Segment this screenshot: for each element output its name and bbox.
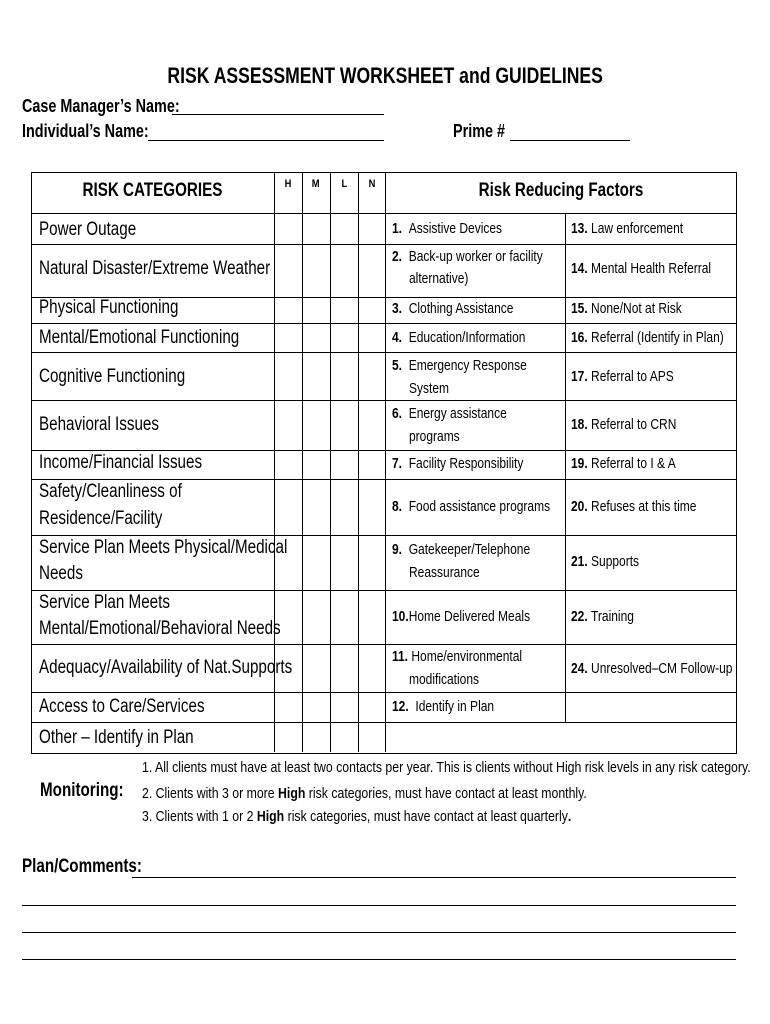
prime-label: Prime # [453, 121, 506, 141]
factor-item: 10.Home Delivered Meals [392, 608, 531, 625]
factor-item: 16. Referral (Identify in Plan) [571, 329, 724, 346]
case-manager-name-field[interactable] [172, 114, 384, 115]
factor-item: 11. Home/environmental [392, 648, 523, 665]
factor-item: 21. Supports [571, 553, 640, 570]
individual-name-field[interactable] [148, 140, 384, 141]
factor-item: System [409, 380, 450, 397]
category-label: Needs [39, 563, 83, 584]
factor-item: Reassurance [409, 564, 480, 581]
category-label: Service Plan Meets [39, 592, 170, 613]
factor-item: 1. Assistive Devices [392, 220, 503, 237]
category-label: Natural Disaster/Extreme Weather [39, 258, 271, 279]
category-label: Behavioral Issues [39, 414, 159, 435]
category-label: Access to Care/Services [39, 696, 205, 717]
level-n-header: N [368, 178, 376, 190]
category-label: Income/Financial Issues [39, 452, 203, 473]
monitoring-rule-3: 3. Clients with 1 or 2 High risk categories, must have contact at least quarterly. [142, 808, 572, 825]
category-label: Cognitive Functioning [39, 366, 186, 387]
factor-item: 20. Refuses at this time [571, 498, 697, 515]
plan-comments-line-3[interactable] [22, 932, 736, 933]
factor-item: 9. Gatekeeper/Telephone [392, 541, 531, 558]
factor-item: 22. Training [571, 608, 634, 625]
plan-comments-line-4[interactable] [22, 959, 736, 960]
prime-number-field[interactable] [510, 140, 630, 141]
monitoring-rule-2: 2. Clients with 3 or more High risk categories, must have contact at least monthly. [142, 785, 587, 802]
monitoring-rule-1: 1. All clients must have at least two contacts per year. This is clients without High risk levels in any risk category. [142, 759, 751, 776]
factor-item: 14. Mental Health Referral [571, 260, 712, 277]
factor-item: 15. None/Not at Risk [571, 300, 682, 317]
monitoring-label: Monitoring: [40, 780, 124, 801]
risk-categories-header: RISK CATEGORIES [82, 180, 223, 201]
factor-item: 2. Back-up worker or facility [392, 248, 543, 265]
risk-reducing-header: Risk Reducing Factors [478, 180, 644, 201]
category-label: Other – Identify in Plan [39, 727, 194, 748]
plan-comments-label: Plan/Comments: [22, 856, 142, 877]
factor-item: 8. Food assistance programs [392, 498, 551, 515]
factor-item: 17. Referral to APS [571, 368, 674, 385]
individual-label: Individual’s Name: [22, 121, 149, 141]
factor-item: 12. Identify in Plan [392, 698, 495, 715]
factor-item: 7. Facility Responsibility [392, 455, 524, 472]
category-label: Mental/Emotional Functioning [39, 327, 240, 348]
category-label: Service Plan Meets Physical/Medical [39, 537, 288, 558]
level-h-header: H [284, 178, 292, 190]
page-title: RISK ASSESSMENT WORKSHEET and GUIDELINES [167, 63, 603, 88]
level-m-header: M [312, 178, 320, 190]
factor-item: modifications [409, 671, 480, 688]
category-label: Power Outage [39, 219, 137, 240]
factor-item: programs [409, 428, 460, 445]
category-label: Mental/Emotional/Behavioral Needs [39, 618, 281, 639]
factor-item: 6. Energy assistance [392, 405, 507, 422]
factor-item: 3. Clothing Assistance [392, 300, 514, 317]
level-l-header: L [341, 178, 347, 190]
category-label: Residence/Facility [39, 508, 163, 529]
risk-table [31, 172, 737, 754]
factor-item: alternative) [409, 270, 469, 287]
plan-comments-line-2[interactable] [22, 905, 736, 906]
factor-item: 5. Emergency Response [392, 357, 527, 374]
factor-item: 4. Education/Information [392, 329, 526, 346]
category-label: Physical Functioning [39, 297, 179, 318]
factor-item: 18. Referral to CRN [571, 416, 677, 433]
factor-item: 13. Law enforcement [571, 220, 684, 237]
category-label: Adequacy/Availability of Nat.Supports [39, 657, 293, 678]
factor-item: 24. Unresolved–CM Follow-up [571, 660, 733, 677]
case-manager-label: Case Manager’s Name: [22, 96, 180, 116]
plan-comments-line-1[interactable] [132, 877, 736, 878]
factor-item: 19. Referral to I & A [571, 455, 676, 472]
category-label: Safety/Cleanliness of [39, 481, 182, 502]
